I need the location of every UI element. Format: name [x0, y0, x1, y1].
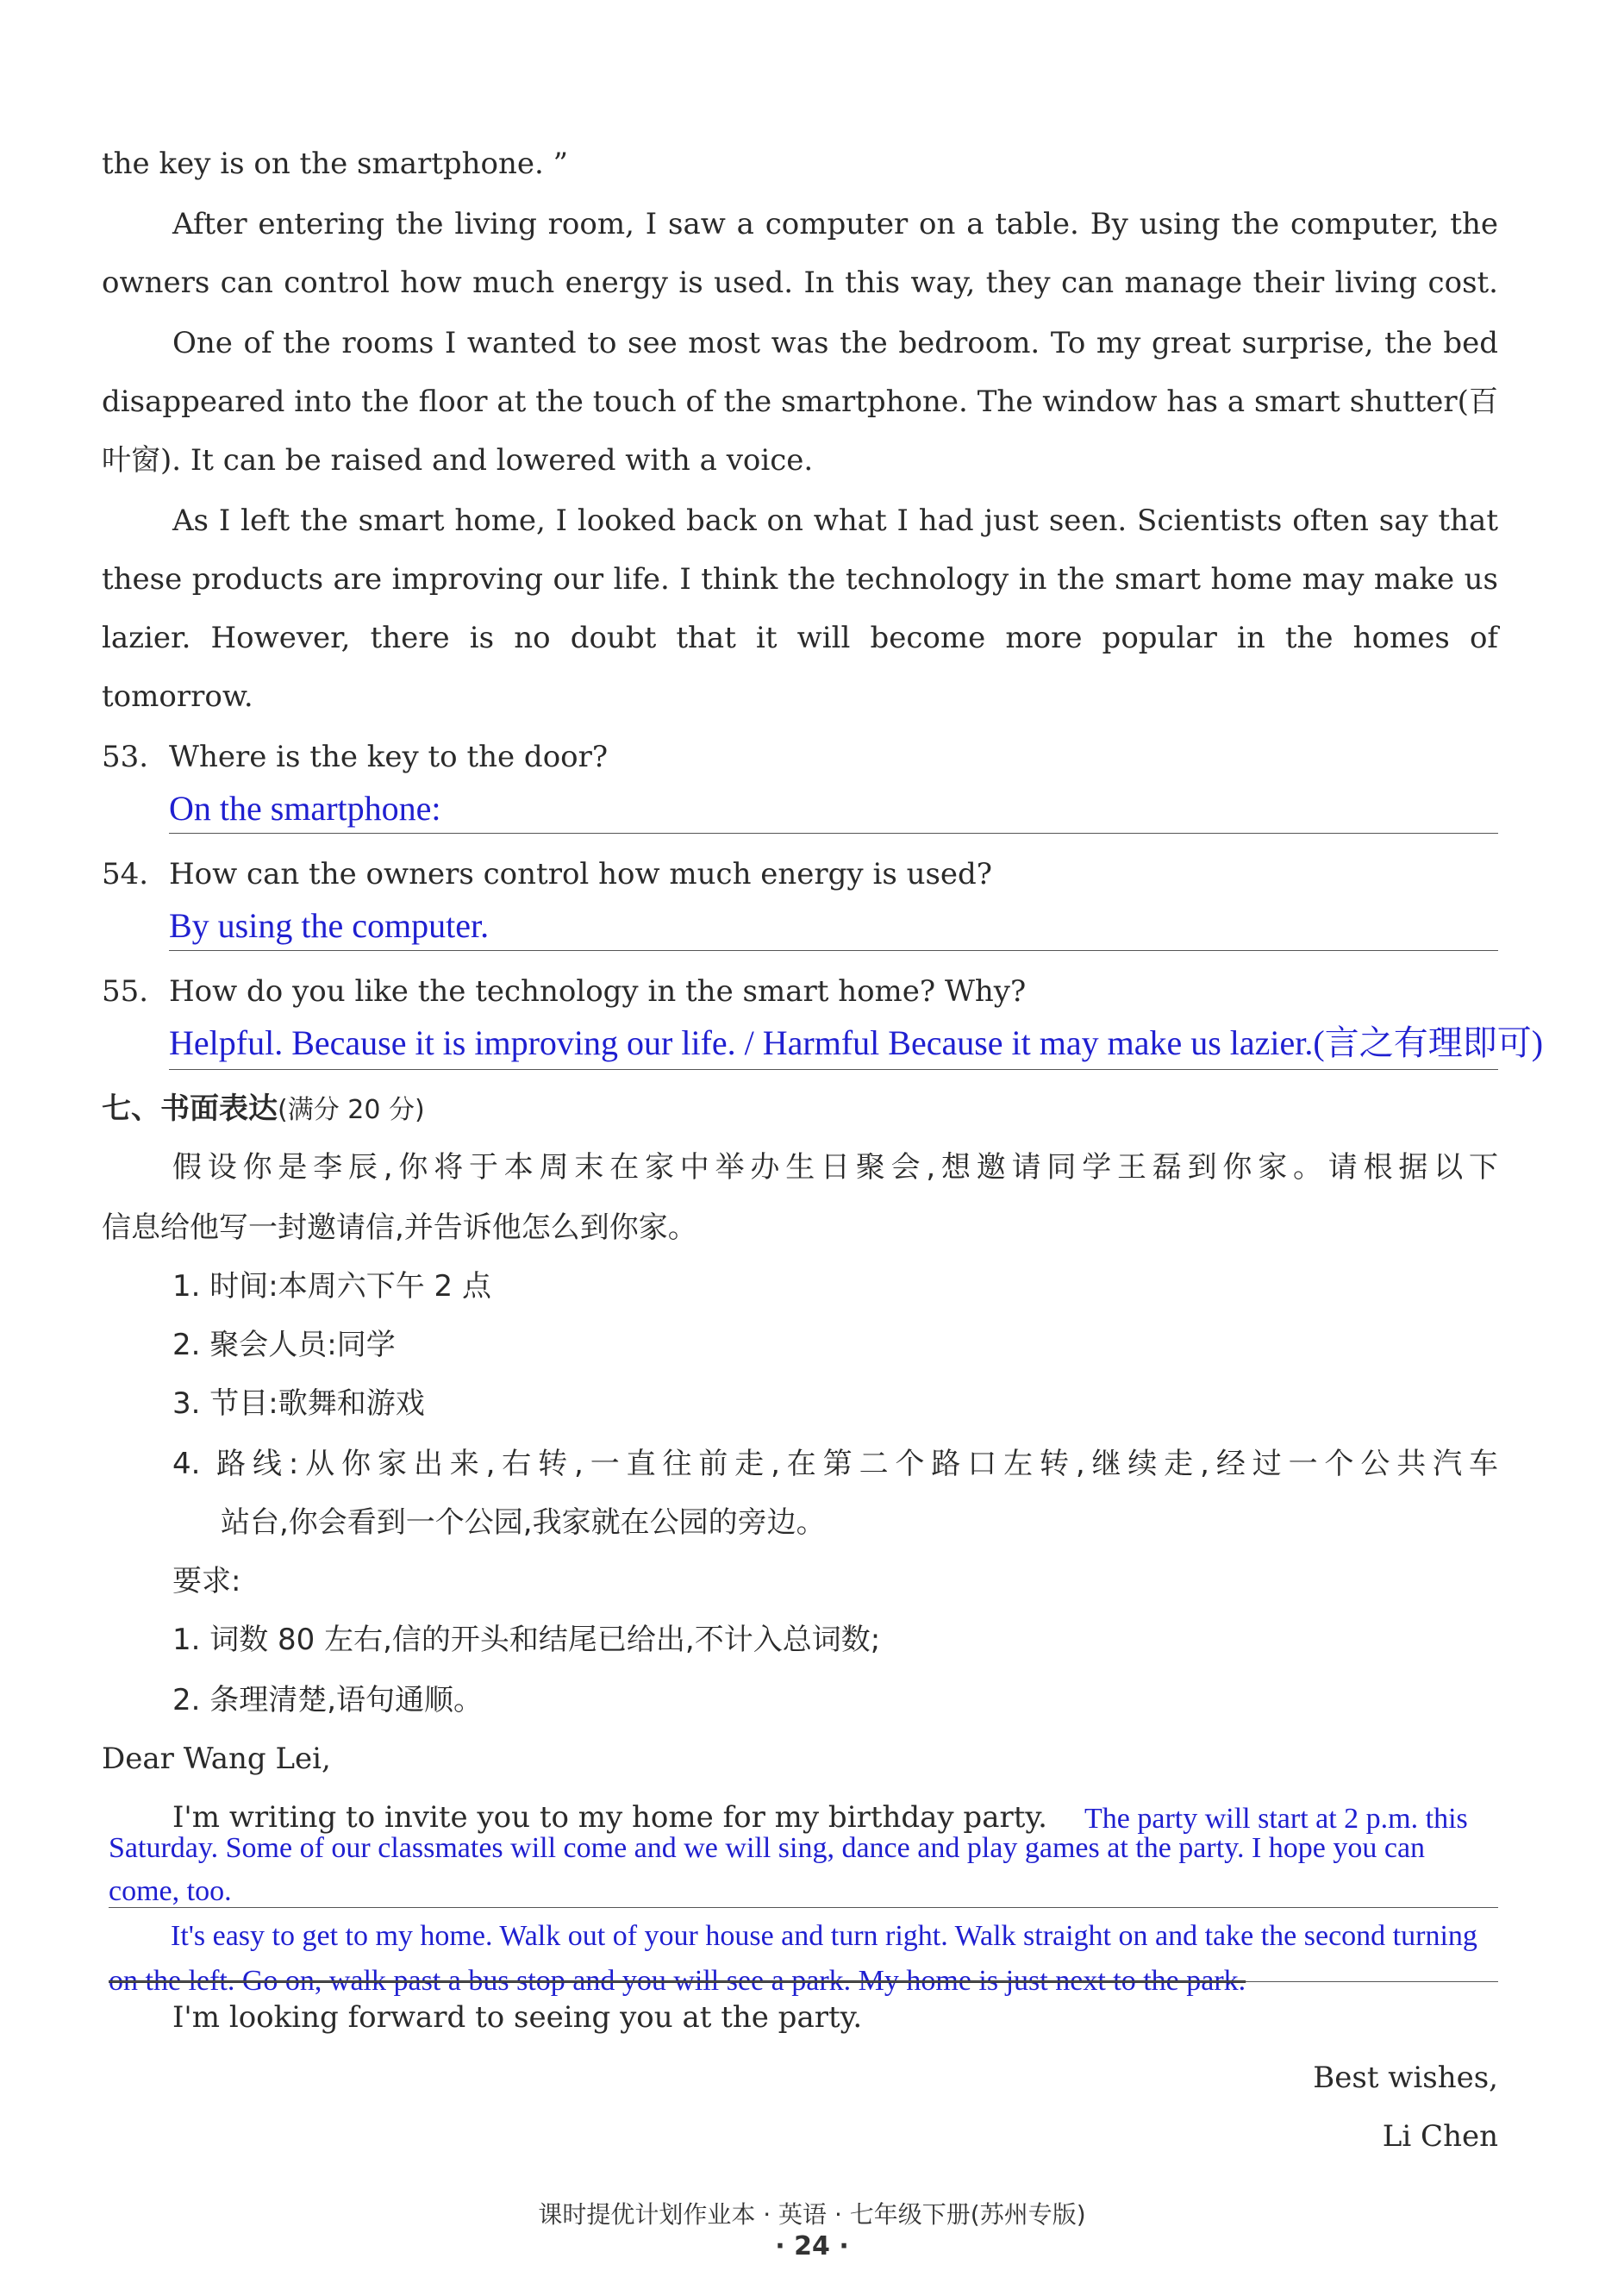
answer-54[interactable]: By using the computer.: [169, 906, 490, 945]
answer-line: [169, 1069, 1498, 1070]
handwritten-answer[interactable]: Saturday. Some of our classmates will come and we will sing, dance and play games at the party. I hope you can: [109, 1832, 1426, 1864]
writing-line: [109, 1907, 1498, 1908]
page-number: · 24 ·: [775, 2231, 849, 2261]
passage-line: disappeared into the floor at the touch of the smartphone. The window has a smart shutter(百: [102, 385, 1498, 419]
question-54: [102, 855, 992, 893]
letter-signature: Li Chen: [1382, 2119, 1498, 2154]
question-text: How can the owners control how much energy is used?: [169, 857, 993, 891]
passage-line: tomorrow.: [102, 679, 253, 714]
handwritten-answer[interactable]: come, too.: [109, 1875, 232, 1907]
requirements-label: 要求:: [172, 1564, 241, 1598]
info-item: 3. 节目:歌舞和游戏: [172, 1386, 425, 1421]
question-text: Where is the key to the door?: [169, 740, 609, 774]
letter-closing: Best wishes,: [1313, 2061, 1498, 2095]
section-title: 七、书面表达: [102, 1091, 278, 1126]
section-heading: [102, 1090, 425, 1129]
passage-line: As I left the smart home, I looked back on what I had just seen. Scientists often say that: [172, 504, 1498, 538]
answer-line: [169, 833, 1498, 834]
footer-book-title: 课时提优计划作业本 · 英语 · 七年级下册(苏州专版): [538, 2200, 1086, 2229]
passage-line: owners can control how much energy is used. In this way, they can manage their living cost.: [102, 266, 1498, 300]
info-item-cont: 站台,你会看到一个公园,我家就在公园的旁边。: [221, 1505, 826, 1540]
answer-55[interactable]: Helpful. Because it is improving our life. / Harmful Because it may make us lazier.(言之有理即可): [169, 1023, 1544, 1062]
passage-line: 叶窗). It can be raised and lowered with a voice.: [102, 443, 814, 478]
requirement-item: 1. 词数 80 左右,信的开头和结尾已给出,不计入总词数;: [172, 1623, 881, 1657]
question-number: 54.: [102, 857, 149, 891]
prompt-line: 假设你是李辰,你将于本周末在家中举办生日聚会,想邀请同学王磊到你家。请根据以下: [172, 1150, 1498, 1185]
passage-line: the key is on the smartphone. ”: [102, 147, 569, 181]
writing-line: [109, 1981, 1498, 1982]
question-number: 55.: [102, 974, 149, 1009]
handwritten-answer[interactable]: on the left. Go on, walk past a bus stop and you will see a park. My home is just next to the park.: [109, 1965, 1246, 1997]
answer-line: [169, 950, 1498, 951]
prompt-line: 信息给他写一封邀请信,并告诉他怎么到你家。: [102, 1210, 697, 1245]
question-text: How do you like the technology in the smart home? Why?: [169, 974, 1027, 1009]
letter-greeting: Dear Wang Lei,: [102, 1742, 331, 1776]
answer-53[interactable]: On the smartphone:: [169, 789, 441, 828]
info-item: 1. 时间:本周六下午 2 点: [172, 1269, 491, 1304]
info-item: 4. 路线:从你家出来,右转,一直往前走,在第二个路口左转,继续走,经过一个公共汽车: [172, 1447, 1498, 1481]
handwritten-answer[interactable]: It's easy to get to my home. Walk out of your house and turn right. Walk straight on and take the second turning: [171, 1920, 1477, 1952]
question-53: [102, 738, 608, 776]
passage-line: One of the rooms I wanted to see most was the bedroom. To my great surprise, the bed: [172, 326, 1498, 360]
question-55: [102, 973, 1026, 1010]
passage-line: these products are improving our life. I think the technology in the smart home may make us: [102, 562, 1498, 597]
handwritten-answer[interactable]: The party will start at 2 p.m. this: [1084, 1803, 1468, 1835]
letter-given-end: I'm looking forward to seeing you at the party.: [172, 2000, 863, 2035]
passage-line: After entering the living room, I saw a computer on a table. By using the computer, the: [172, 207, 1498, 241]
requirement-item: 2. 条理清楚,语句通顺。: [172, 1683, 484, 1717]
info-item: 2. 聚会人员:同学: [172, 1328, 396, 1362]
passage-line: lazier. However, there is no doubt that it will become more popular in the homes of: [102, 621, 1498, 655]
section-score: (满分 20 分): [278, 1095, 425, 1125]
question-number: 53.: [102, 740, 149, 774]
letter-given-start: I'm writing to invite you to my home for my birthday party.: [172, 1800, 1047, 1835]
